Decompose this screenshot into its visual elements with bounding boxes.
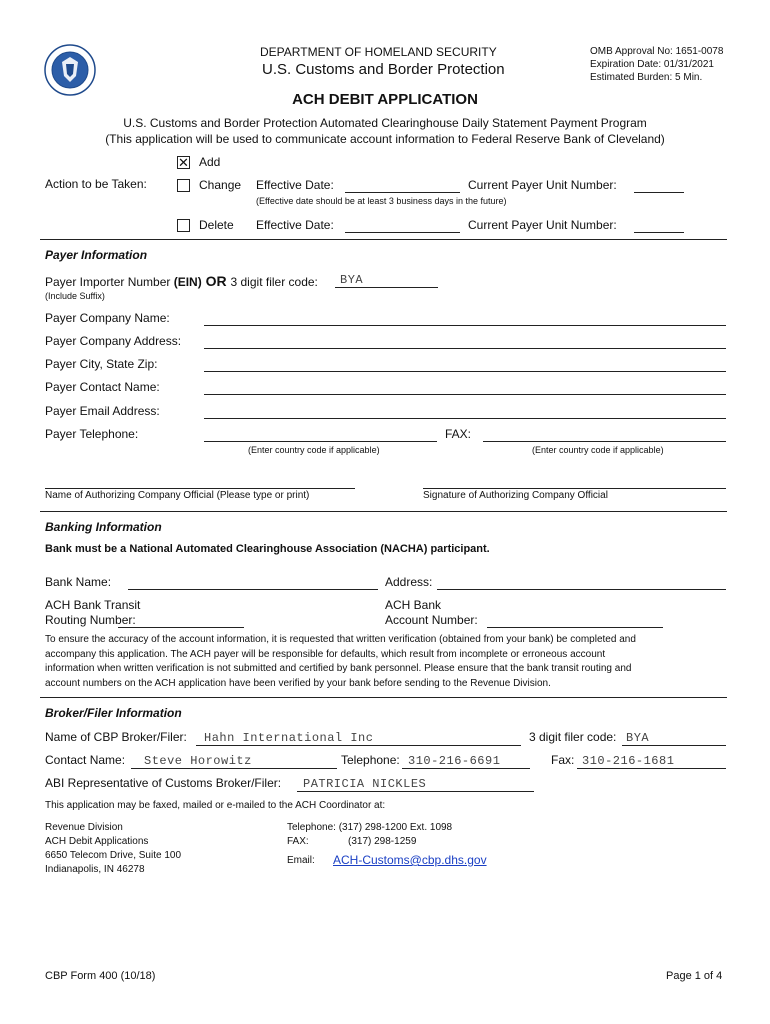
banking-section-title: Banking Information bbox=[45, 520, 162, 534]
official-signature-field[interactable] bbox=[423, 488, 726, 489]
agency-name: U.S. Customs and Border Protection bbox=[262, 61, 505, 78]
mailing-fax-value: (317) 298-1259 bbox=[348, 836, 417, 847]
mailing-email-label: Email: bbox=[287, 855, 315, 866]
change-effective-date-label: Effective Date: bbox=[256, 178, 334, 192]
contact-value[interactable]: Steve Horowitz bbox=[144, 754, 252, 768]
broker-name-value[interactable]: Hahn International Inc bbox=[204, 731, 374, 745]
change-label: Change bbox=[199, 178, 242, 192]
mailing-phone: Telephone: (317) 298-1200 Ext. 1098 bbox=[287, 822, 453, 833]
estimated-burden: Estimated Burden: 5 Min. bbox=[590, 72, 703, 83]
department-name: DEPARTMENT OF HOMELAND SECURITY bbox=[260, 45, 497, 59]
company-address-field[interactable] bbox=[204, 348, 726, 349]
bank-name-field[interactable] bbox=[128, 589, 378, 590]
program-subtitle: U.S. Customs and Border Protection Automated Clearinghouse Daily Statement Payment Program bbox=[123, 116, 647, 130]
delete-effective-date-label: Effective Date: bbox=[256, 218, 334, 232]
contact-label: Contact Name: bbox=[45, 753, 126, 767]
fax-field[interactable] bbox=[483, 441, 726, 442]
payer-filer-value[interactable]: BYA bbox=[340, 273, 364, 287]
telephone-label: Payer Telephone: bbox=[45, 427, 139, 441]
city-state-field[interactable] bbox=[204, 371, 726, 372]
official-name-field[interactable] bbox=[45, 488, 355, 489]
omb-approval: OMB Approval No: 1651-0078 bbox=[590, 46, 724, 57]
form-number: CBP Form 400 (10/18) bbox=[45, 970, 156, 982]
email-label: Payer Email Address: bbox=[45, 404, 160, 418]
or-label: OR bbox=[201, 273, 231, 289]
verification-notice-4: account numbers on the ACH application have been verified by your bank before sending to the Revenue Division. bbox=[45, 678, 551, 689]
ein-label: (EIN) bbox=[173, 275, 202, 289]
nacha-requirement: Bank must be a National Automated Clearinghouse Association (NACHA) participant. bbox=[45, 543, 490, 555]
telephone-field[interactable] bbox=[204, 441, 437, 442]
mailing-address-4: Indianapolis, IN 46278 bbox=[45, 864, 145, 875]
payer-section-title: Payer Information bbox=[45, 248, 148, 262]
broker-filer-value[interactable]: BYA bbox=[626, 731, 650, 745]
company-address-label: Payer Company Address: bbox=[45, 334, 182, 348]
change-payer-unit-label: Current Payer Unit Number: bbox=[468, 178, 617, 192]
broker-filer-field[interactable] bbox=[622, 745, 726, 746]
mailing-email-link[interactable]: ACH-Customs@cbp.dhs.gov bbox=[333, 853, 487, 867]
mailing-address-2: ACH Debit Applications bbox=[45, 836, 149, 847]
abi-field[interactable] bbox=[297, 791, 534, 792]
bank-address-label: Address: bbox=[385, 575, 433, 589]
broker-name-label: Name of CBP Broker/Filer: bbox=[45, 730, 187, 744]
verification-notice-3: information when written verification is not submitted and certified by bank personnel. Please ensure that the bank transit routing and bbox=[45, 663, 632, 674]
broker-name-field[interactable] bbox=[196, 745, 521, 746]
delete-payer-unit-field[interactable] bbox=[634, 232, 684, 233]
fax-label: FAX: bbox=[445, 427, 472, 441]
routing-number-field[interactable] bbox=[118, 627, 244, 628]
email-field[interactable] bbox=[204, 418, 726, 419]
contact-name-field[interactable] bbox=[204, 394, 726, 395]
bank-name-label: Bank Name: bbox=[45, 575, 112, 589]
mailing-fax-label: FAX: bbox=[287, 836, 309, 847]
official-signature-label: Signature of Authorizing Company Official bbox=[423, 490, 608, 501]
city-state-label: Payer City, State Zip: bbox=[45, 357, 158, 371]
contact-field[interactable] bbox=[131, 768, 337, 769]
change-payer-unit-field[interactable] bbox=[634, 192, 684, 193]
fax-country-note: (Enter country code if applicable) bbox=[532, 445, 664, 455]
contact-name-label: Payer Contact Name: bbox=[45, 380, 160, 394]
mailing-address-3: 6650 Telecom Drive, Suite 100 bbox=[45, 850, 182, 861]
add-label: Add bbox=[199, 155, 221, 169]
add-checkbox[interactable] bbox=[177, 156, 190, 169]
broker-fax-label: Fax: bbox=[551, 753, 575, 767]
mailing-intro: This application may be faxed, mailed or e-mailed to the ACH Coordinator at: bbox=[45, 800, 386, 811]
change-checkbox[interactable] bbox=[177, 179, 190, 192]
abi-label: ABI Representative of Customs Broker/Filer: bbox=[45, 776, 282, 790]
form-title: ACH DEBIT APPLICATION bbox=[292, 91, 478, 108]
broker-telephone-value[interactable]: 310-216-6691 bbox=[408, 754, 501, 768]
page-number: Page 1 of 4 bbox=[666, 970, 723, 982]
program-note: (This application will be used to communicate account information to Federal Reserve Bank of Cleveland) bbox=[105, 132, 665, 146]
account-number-field[interactable] bbox=[487, 627, 663, 628]
verification-notice-2: accompany this application. The ACH payer will be responsible for defaults, which result from incomplete or erroneous account bbox=[45, 649, 606, 660]
payer-importer-line bbox=[45, 273, 318, 289]
divider bbox=[40, 511, 727, 512]
payer-filer-label: 3 digit filer code: bbox=[230, 275, 318, 289]
expiration-date: Expiration Date: 01/31/2021 bbox=[590, 59, 714, 70]
delete-payer-unit-label: Current Payer Unit Number: bbox=[468, 218, 617, 232]
dhs-seal-logo bbox=[44, 44, 96, 96]
telephone-country-note: (Enter country code if applicable) bbox=[248, 445, 380, 455]
official-name-label: Name of Authorizing Company Official (Please type or print) bbox=[45, 490, 310, 501]
transit-label-1: ACH Bank Transit bbox=[45, 598, 141, 612]
company-name-label: Payer Company Name: bbox=[45, 311, 170, 325]
broker-filer-label: 3 digit filer code: bbox=[529, 730, 617, 744]
action-label: Action to be Taken: bbox=[45, 177, 147, 191]
transit-label-2: Routing Number: bbox=[45, 613, 136, 627]
broker-section-title: Broker/Filer Information bbox=[45, 706, 182, 720]
company-name-field[interactable] bbox=[204, 325, 726, 326]
importer-prefix: Payer Importer Number bbox=[45, 275, 174, 289]
divider bbox=[40, 697, 727, 698]
payer-filer-field[interactable] bbox=[335, 287, 438, 288]
broker-telephone-label: Telephone: bbox=[341, 753, 400, 767]
delete-effective-date-field[interactable] bbox=[345, 232, 460, 233]
broker-fax-field[interactable] bbox=[577, 768, 726, 769]
include-suffix-note: (Include Suffix) bbox=[45, 291, 105, 301]
account-label-1: ACH Bank bbox=[385, 598, 442, 612]
account-label-2: Account Number: bbox=[385, 613, 478, 627]
checked-mark-icon: ✕ bbox=[178, 155, 189, 170]
change-effective-date-field[interactable] bbox=[345, 192, 460, 193]
delete-label: Delete bbox=[199, 218, 234, 232]
abi-value[interactable]: PATRICIA NICKLES bbox=[303, 777, 427, 791]
verification-notice-1: To ensure the accuracy of the account information, it is requested that written verification (obtained from your bank) be completed and bbox=[45, 634, 636, 645]
delete-checkbox[interactable] bbox=[177, 219, 190, 232]
broker-fax-value[interactable]: 310-216-1681 bbox=[582, 754, 675, 768]
effective-date-note: (Effective date should be at least 3 business days in the future) bbox=[256, 196, 507, 206]
bank-address-field[interactable] bbox=[437, 589, 726, 590]
mailing-address-1: Revenue Division bbox=[45, 822, 123, 833]
divider bbox=[40, 239, 727, 240]
broker-telephone-field[interactable] bbox=[402, 768, 530, 769]
